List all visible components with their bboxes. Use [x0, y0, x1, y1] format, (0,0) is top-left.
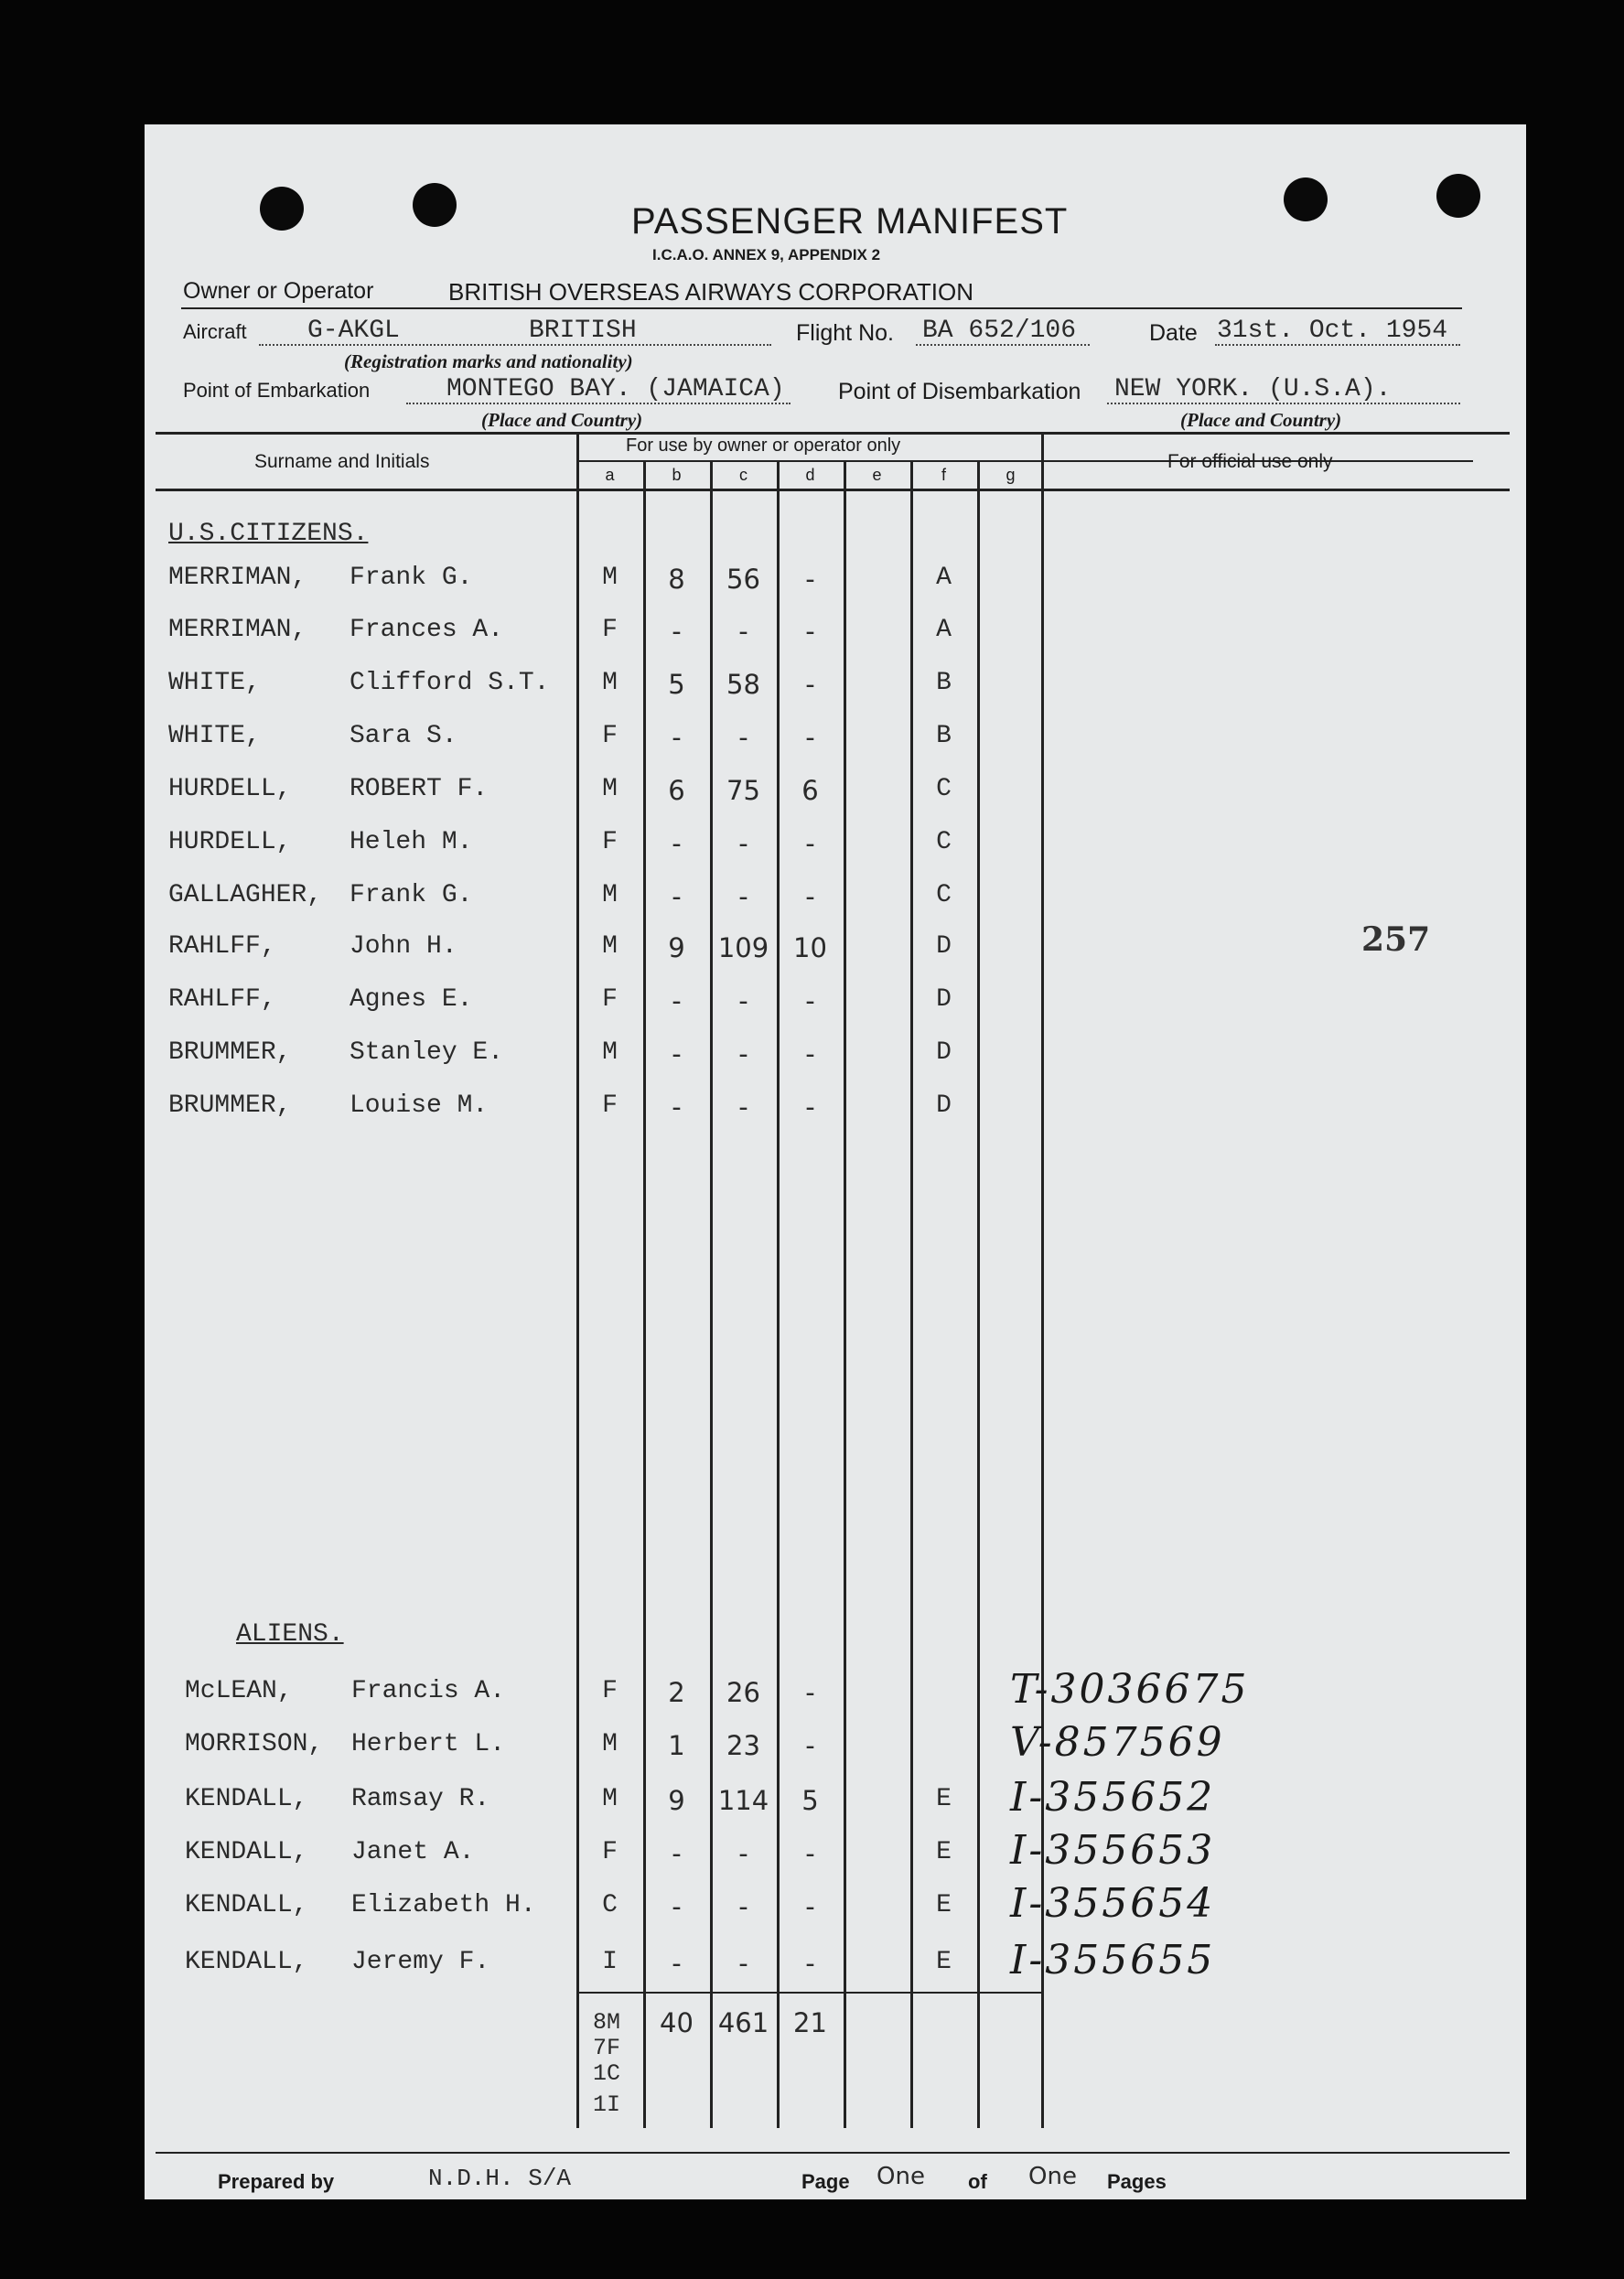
passenger-sex: F — [602, 1677, 618, 1705]
disembarkation-value: NEW YORK. (U.S.A). — [1114, 375, 1392, 403]
passenger-sex: M — [602, 775, 618, 803]
passenger-col-c: - — [738, 1948, 748, 1979]
passenger-col-c: - — [738, 1891, 748, 1922]
passenger-col-b: - — [672, 1891, 682, 1922]
passenger-surname: GALLAGHER, — [168, 881, 323, 909]
passenger-col-f: A — [936, 564, 952, 592]
passenger-sex: M — [602, 1038, 618, 1067]
passenger-col-b: - — [672, 722, 682, 753]
total-b: 40 — [660, 2007, 694, 2038]
passenger-col-d: - — [805, 1677, 815, 1708]
passenger-surname: BRUMMER, — [168, 1091, 292, 1120]
passenger-col-c: - — [738, 1038, 748, 1070]
passenger-col-b: 9 — [668, 1785, 685, 1816]
passenger-col-b: - — [672, 1948, 682, 1979]
column-d-header: d — [805, 466, 815, 484]
passenger-col-f: D — [936, 1091, 952, 1120]
passenger-sex: I — [602, 1948, 618, 1976]
passenger-col-c: 56 — [726, 564, 760, 595]
column-c-header: c — [739, 466, 747, 484]
passenger-col-f: C — [936, 775, 952, 803]
passenger-col-f: B — [936, 669, 952, 697]
owner-label: Owner or Operator — [183, 278, 374, 304]
passenger-surname: MORRISON, — [185, 1730, 324, 1758]
passenger-surname: KENDALL, — [185, 1891, 308, 1919]
passenger-col-c: 114 — [717, 1785, 769, 1816]
passenger-surname: WHITE, — [168, 669, 261, 697]
aircraft-nationality: BRITISH — [529, 317, 637, 345]
passenger-surname: HURDELL, — [168, 828, 292, 856]
total-a-children: 1C — [593, 2060, 621, 2087]
passenger-col-f: D — [936, 985, 952, 1014]
passenger-given-name: Frances A. — [350, 616, 504, 644]
passenger-sex: F — [602, 722, 618, 750]
passenger-sex: F — [602, 985, 618, 1014]
passenger-given-name: Ramsay R. — [351, 1785, 490, 1813]
passenger-sex: M — [602, 1730, 618, 1758]
passenger-col-c: - — [738, 616, 748, 647]
embarkation-value: MONTEGO BAY. (JAMAICA) — [446, 375, 785, 403]
passenger-col-d: - — [805, 828, 815, 859]
passenger-col-b: - — [672, 1038, 682, 1070]
passenger-col-b: 5 — [668, 669, 685, 700]
passenger-sex: F — [602, 1091, 618, 1120]
passenger-col-d: - — [805, 1838, 815, 1869]
passenger-col-d: - — [805, 881, 815, 912]
passenger-col-c: 109 — [717, 932, 769, 963]
place-note-disembarkation: (Place and Country) — [1180, 409, 1342, 431]
passenger-col-d: 10 — [793, 932, 827, 963]
page-title: PASSENGER MANIFEST — [631, 201, 1069, 242]
passenger-col-b: 8 — [668, 564, 685, 595]
total-c: 461 — [717, 2007, 769, 2038]
owner-value: BRITISH OVERSEAS AIRWAYS CORPORATION — [448, 278, 974, 306]
passenger-given-name: Heleh M. — [350, 828, 473, 856]
passenger-surname: BRUMMER, — [168, 1038, 292, 1067]
passenger-sex: C — [602, 1891, 618, 1919]
passenger-sex: M — [602, 669, 618, 697]
passenger-col-c: - — [738, 1091, 748, 1123]
passenger-col-b: - — [672, 881, 682, 912]
passenger-surname: MERRIMAN, — [168, 616, 307, 644]
column-b-header: b — [672, 466, 682, 484]
passenger-col-c: - — [738, 722, 748, 753]
flight-label: Flight No. — [796, 320, 894, 346]
passenger-surname: KENDALL, — [185, 1948, 308, 1976]
official-visa-number: T-3036675 — [1010, 1666, 1250, 1713]
official-visa-number: I-355653 — [1010, 1827, 1216, 1874]
passenger-given-name: Stanley E. — [350, 1038, 504, 1067]
passenger-given-name: Agnes E. — [350, 985, 473, 1014]
passenger-col-d: - — [805, 1038, 815, 1070]
passenger-sex: M — [602, 1785, 618, 1813]
passenger-col-b: 1 — [668, 1730, 685, 1761]
passenger-col-b: 2 — [668, 1677, 685, 1708]
passenger-col-d: - — [805, 616, 815, 647]
column-e-header: e — [872, 466, 882, 484]
column-g-header: g — [1006, 466, 1016, 484]
registration-note: (Registration marks and nationality) — [344, 350, 633, 372]
passenger-given-name: Frank G. — [350, 881, 473, 909]
punch-hole — [1436, 174, 1480, 218]
passenger-given-name: Frank G. — [350, 564, 473, 592]
passenger-col-b: 9 — [668, 932, 685, 963]
passenger-given-name: Elizabeth H. — [351, 1891, 536, 1919]
disembarkation-label: Point of Disembarkation — [838, 379, 1081, 404]
passenger-col-f: C — [936, 881, 952, 909]
passenger-col-b: - — [672, 828, 682, 859]
margin-number: 257 — [1361, 920, 1431, 959]
passenger-surname: RAHLFF, — [168, 932, 276, 961]
punch-hole — [1284, 177, 1328, 221]
aircraft-label: Aircraft — [183, 320, 247, 343]
column-a-header: a — [605, 466, 615, 484]
manifest-sheet — [145, 124, 1526, 2199]
passenger-col-b: - — [672, 985, 682, 1016]
us-citizens-heading: U.S.CITIZENS. — [168, 520, 369, 548]
date-value: 31st. Oct. 1954 — [1217, 317, 1448, 345]
owner-use-header: For use by owner or operator only — [626, 435, 901, 456]
passenger-given-name: Janet A. — [351, 1838, 475, 1866]
surname-column-header: Surname and Initials — [254, 451, 430, 472]
passenger-given-name: Sara S. — [350, 722, 457, 750]
passenger-col-f: D — [936, 1038, 952, 1067]
passenger-col-d: - — [805, 669, 815, 700]
passenger-col-d: - — [805, 1730, 815, 1761]
passenger-given-name: Herbert L. — [351, 1730, 506, 1758]
page-subtitle: I.C.A.O. ANNEX 9, APPENDIX 2 — [652, 246, 881, 263]
prepared-by-label: Prepared by — [218, 2170, 335, 2193]
passenger-col-f: E — [936, 1838, 952, 1866]
passenger-col-b: - — [672, 1838, 682, 1869]
passenger-col-d: - — [805, 1891, 815, 1922]
passenger-sex: F — [602, 616, 618, 644]
passenger-sex: M — [602, 881, 618, 909]
passenger-col-d: - — [805, 985, 815, 1016]
passenger-given-name: John H. — [350, 932, 457, 961]
passenger-surname: RAHLFF, — [168, 985, 276, 1014]
passenger-given-name: Francis A. — [351, 1677, 506, 1705]
passenger-col-c: - — [738, 881, 748, 912]
passenger-col-d: 6 — [801, 775, 819, 806]
passenger-col-f: E — [936, 1948, 952, 1976]
passenger-surname: MERRIMAN, — [168, 564, 307, 592]
punch-hole — [260, 187, 304, 231]
passenger-col-c: 58 — [726, 669, 760, 700]
passenger-col-f: E — [936, 1891, 952, 1919]
passenger-col-d: - — [805, 1091, 815, 1123]
total-a-infants: 1I — [593, 2091, 621, 2118]
passenger-surname: McLEAN, — [185, 1677, 293, 1705]
passenger-col-f: B — [936, 722, 952, 750]
passenger-col-c: - — [738, 828, 748, 859]
passenger-col-d: - — [805, 564, 815, 595]
prepared-by-value: N.D.H. S/A — [428, 2165, 572, 2192]
total-d: 21 — [793, 2007, 827, 2038]
page-total: One — [1028, 2163, 1077, 2190]
passenger-col-f: C — [936, 828, 952, 856]
aircraft-registration: G-AKGL — [307, 317, 400, 345]
passenger-surname: KENDALL, — [185, 1785, 308, 1813]
flight-number: BA 652/106 — [922, 317, 1077, 345]
official-visa-number: V-857569 — [1010, 1719, 1225, 1766]
of-label: of — [968, 2170, 987, 2193]
passenger-col-f: E — [936, 1785, 952, 1813]
pages-label: Pages — [1107, 2170, 1167, 2193]
aliens-heading: ALIENS. — [236, 1620, 344, 1649]
passenger-surname: WHITE, — [168, 722, 261, 750]
passenger-given-name: Clifford S.T. — [350, 669, 550, 697]
embarkation-label: Point of Embarkation — [183, 379, 371, 402]
passenger-sex: M — [602, 564, 618, 592]
date-label: Date — [1149, 320, 1198, 346]
passenger-sex: M — [602, 932, 618, 961]
passenger-col-f: A — [936, 616, 952, 644]
passenger-sex: F — [602, 828, 618, 856]
passenger-col-b: 6 — [668, 775, 685, 806]
passenger-col-d: 5 — [801, 1785, 819, 1816]
official-visa-number: I-355654 — [1010, 1880, 1216, 1927]
passenger-col-c: 75 — [726, 775, 760, 806]
column-f-header: f — [941, 466, 946, 484]
passenger-given-name: Louise M. — [350, 1091, 489, 1120]
official-visa-number: I-355655 — [1010, 1937, 1216, 1983]
passenger-col-c: - — [738, 985, 748, 1016]
passenger-surname: HURDELL, — [168, 775, 292, 803]
passenger-col-b: - — [672, 616, 682, 647]
passenger-col-b: - — [672, 1091, 682, 1123]
passenger-given-name: Jeremy F. — [351, 1948, 490, 1976]
total-a-females: 7F — [593, 2035, 621, 2061]
passenger-col-c: - — [738, 1838, 748, 1869]
punch-hole — [413, 183, 457, 227]
passenger-col-d: - — [805, 1948, 815, 1979]
passenger-col-c: 23 — [726, 1730, 760, 1761]
page-label: Page — [801, 2170, 850, 2193]
passenger-given-name: ROBERT F. — [350, 775, 489, 803]
official-use-header: For official use only — [1167, 451, 1333, 472]
passenger-col-c: 26 — [726, 1677, 760, 1708]
passenger-surname: KENDALL, — [185, 1838, 308, 1866]
page-number: One — [877, 2163, 925, 2190]
passenger-sex: F — [602, 1838, 618, 1866]
official-visa-number: I-355652 — [1010, 1774, 1216, 1821]
passenger-col-f: D — [936, 932, 952, 961]
place-note-embarkation: (Place and Country) — [481, 409, 643, 431]
total-a-males: 8M — [593, 2009, 621, 2036]
passenger-col-d: - — [805, 722, 815, 753]
